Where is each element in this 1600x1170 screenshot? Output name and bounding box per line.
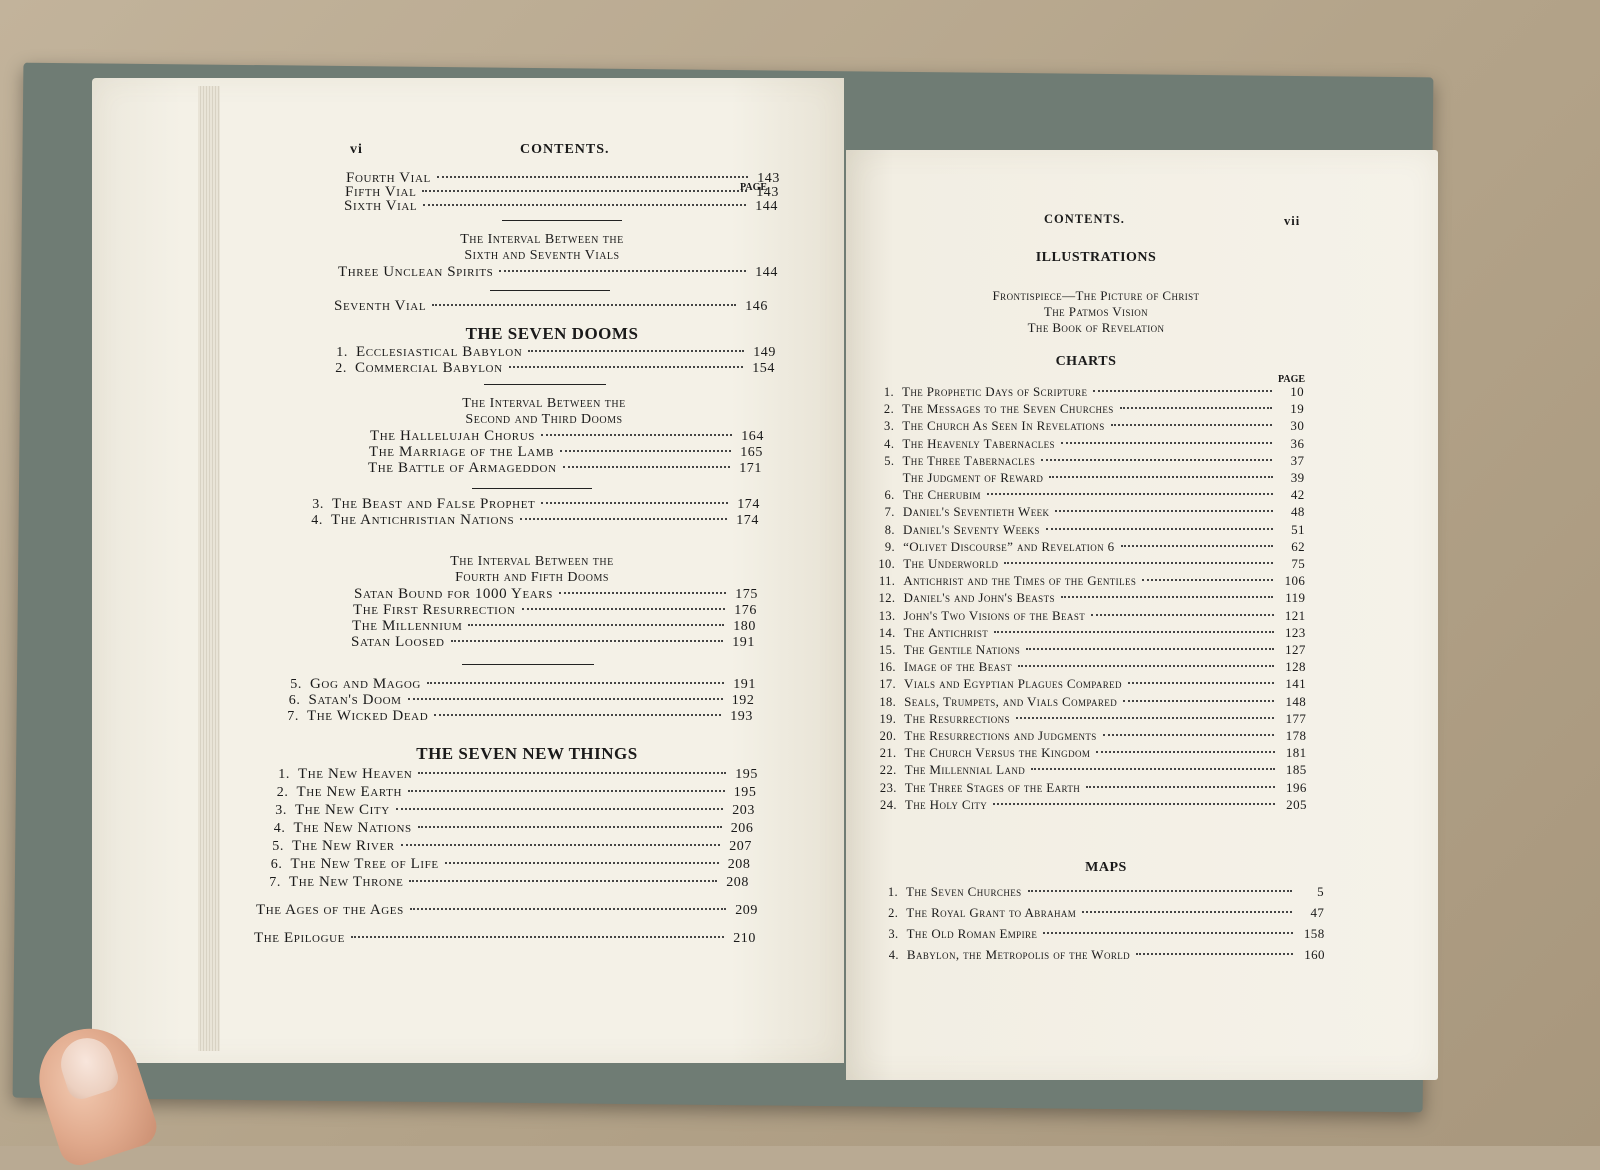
toc-entry-page: 210 <box>733 931 756 946</box>
leader-dots <box>468 624 724 626</box>
toc-entry-page: 123 <box>1284 624 1306 640</box>
toc-entry-number: 5. <box>290 677 302 692</box>
toc-entry-label: Seventh Vial <box>334 298 427 314</box>
toc-entry-number: 1. <box>883 385 894 399</box>
leader-dots <box>541 434 732 436</box>
toc-entry[interactable] <box>334 298 768 315</box>
toc-entry[interactable] <box>874 642 1306 658</box>
leader-dots <box>423 204 746 206</box>
toc-entry[interactable] <box>300 496 760 513</box>
toc-entry-label: The Antichrist <box>903 624 989 640</box>
toc-entry[interactable] <box>257 874 749 891</box>
toc-entry[interactable] <box>873 539 1305 555</box>
toc-entry-label: Satan Bound for 1000 Years <box>354 586 553 602</box>
toc-entry-page: 160 <box>1304 947 1325 962</box>
toc-entry[interactable] <box>875 797 1307 813</box>
section-heading-maps: MAPS <box>1085 860 1127 875</box>
toc-entry[interactable] <box>351 634 755 651</box>
leader-dots <box>1018 665 1274 667</box>
toc-entry-number: 22. <box>879 763 897 778</box>
toc-entry-page: 164 <box>741 429 764 444</box>
divider <box>462 664 594 665</box>
toc-entry[interactable] <box>259 856 751 873</box>
toc-entry-page: 19 <box>1290 401 1305 417</box>
toc-entry-page: 191 <box>733 677 756 692</box>
toc-entry-label: The First Resurrection <box>353 602 516 618</box>
divider <box>502 220 622 221</box>
toc-entry-label: The Epilogue <box>254 930 345 946</box>
leader-dots <box>418 772 726 774</box>
leader-dots <box>1093 390 1272 392</box>
toc-entry[interactable] <box>877 947 1325 963</box>
toc-entry-label: The Millennium <box>352 618 463 634</box>
right-folio: vii <box>1284 214 1301 228</box>
leader-dots <box>509 366 743 368</box>
toc-entry[interactable] <box>338 264 778 281</box>
toc-entry-page: 128 <box>1285 659 1306 675</box>
toc-entry-number: 19. <box>879 711 897 726</box>
toc-entry-number: 2. <box>276 785 289 800</box>
toc-entry-number: 1. <box>336 345 348 360</box>
leader-dots <box>1031 768 1274 770</box>
leader-dots <box>1103 734 1275 736</box>
left-page-label: PAGE <box>740 182 768 193</box>
toc-entry-page: 62 <box>1291 538 1306 554</box>
toc-entry-page: 171 <box>739 461 762 476</box>
toc-entry-label: Satan's Doom <box>308 692 402 708</box>
toc-entry-number: 15. <box>878 643 896 657</box>
toc-entry-label: Babylon, the Metropolis of the World <box>906 947 1131 962</box>
toc-entry-label: The New Nations <box>293 820 412 836</box>
toc-entry[interactable] <box>874 608 1306 624</box>
leader-dots <box>499 270 746 272</box>
toc-entry-number: 2. <box>335 361 347 376</box>
toc-entry-label: The Three Stages of the Earth <box>904 779 1081 795</box>
leader-dots <box>1111 424 1273 426</box>
toc-entry[interactable] <box>263 802 755 819</box>
toc-entry-page: 119 <box>1285 590 1306 606</box>
leader-dots <box>437 176 748 178</box>
toc-entry-page: 148 <box>1285 693 1307 709</box>
toc-entry[interactable] <box>872 401 1304 417</box>
toc-entry[interactable] <box>254 930 756 947</box>
right-page <box>846 150 1438 1080</box>
leader-dots <box>445 862 719 864</box>
toc-entry[interactable] <box>275 708 753 725</box>
leader-dots <box>560 450 731 452</box>
toc-entry[interactable] <box>876 905 1324 921</box>
toc-entry-label: The Underworld <box>903 556 999 571</box>
toc-entry-number: 9. <box>884 539 896 554</box>
leader-dots <box>563 466 730 468</box>
leader-dots <box>1055 510 1272 512</box>
toc-entry-number: 6. <box>884 488 895 503</box>
toc-entry-page: 144 <box>755 265 778 280</box>
toc-entry-label: The Antichristian Nations <box>331 512 515 528</box>
toc-entry[interactable] <box>873 590 1305 606</box>
toc-entry[interactable] <box>369 444 763 461</box>
leader-dots <box>520 518 727 520</box>
toc-entry-number: 10. <box>878 557 896 571</box>
toc-entry-page: 158 <box>1303 926 1325 941</box>
left-folio: vi <box>350 142 363 157</box>
toc-entry[interactable] <box>277 692 755 709</box>
section-heading-seven-dooms: THE SEVEN DOOMS <box>465 324 639 343</box>
toc-entry-number: 6. <box>288 693 301 708</box>
toc-entry-page: 178 <box>1285 728 1307 743</box>
toc-entry[interactable] <box>875 745 1307 761</box>
toc-entry-label: The Hallelujah Chorus <box>370 428 535 444</box>
toc-entry-label: The New Throne <box>289 874 404 890</box>
toc-entry-label: Daniel's Seventy Weeks <box>902 521 1040 537</box>
interval-heading-line2: Fourth and Fifth Dooms <box>455 570 609 585</box>
toc-entry-label: The Beast and False Prophet <box>332 496 536 512</box>
toc-entry-label: The Seven Churches <box>906 884 1022 899</box>
leader-dots <box>451 640 723 642</box>
toc-entry-page: 146 <box>745 299 768 314</box>
leader-dots <box>1121 545 1274 547</box>
toc-entry-page: 149 <box>753 345 776 360</box>
leader-dots <box>408 790 724 792</box>
leader-dots <box>408 698 723 700</box>
toc-entry-page: 143 <box>756 185 779 200</box>
divider <box>484 384 606 385</box>
toc-entry-page: 47 <box>1310 905 1325 920</box>
toc-entry[interactable] <box>875 762 1307 778</box>
toc-entry[interactable] <box>344 198 778 215</box>
toc-entry-page: 175 <box>735 587 758 602</box>
leader-dots <box>410 908 726 910</box>
toc-entry[interactable] <box>262 820 754 837</box>
toc-entry[interactable] <box>874 676 1306 692</box>
toc-entry-number: 1. <box>887 885 898 899</box>
leader-dots <box>1061 596 1274 598</box>
toc-entry[interactable] <box>876 884 1324 900</box>
leader-dots <box>1142 579 1273 581</box>
toc-entry-label: The Millennial Land <box>904 762 1026 778</box>
toc-entry[interactable] <box>278 676 756 693</box>
leader-dots <box>401 844 720 846</box>
toc-entry-page: 5 <box>1317 884 1324 899</box>
toc-entry[interactable] <box>265 784 757 801</box>
toc-entry-page: 177 <box>1285 710 1307 726</box>
toc-entry[interactable] <box>874 659 1306 675</box>
toc-entry-label: Daniel's Seventieth Week <box>902 504 1050 520</box>
toc-entry-page: 174 <box>736 513 759 528</box>
toc-entry-number: 23. <box>879 780 897 795</box>
toc-entry-label: Seals, Trumpets, and Vials Compared <box>904 693 1118 709</box>
toc-entry-label: The Marriage of the Lamb <box>369 444 555 460</box>
leader-dots <box>528 350 744 352</box>
toc-entry-label: The Heavenly Tabernacles <box>902 435 1055 451</box>
leader-dots <box>1123 700 1274 702</box>
toc-entry-page: 196 <box>1286 779 1307 795</box>
toc-entry-page: 48 <box>1291 504 1305 520</box>
leader-dots <box>1004 562 1273 564</box>
toc-entry[interactable] <box>874 711 1306 727</box>
toc-entry[interactable] <box>873 522 1305 538</box>
interval-heading-line2: Sixth and Seventh Vials <box>464 248 620 263</box>
leader-dots <box>1041 459 1272 461</box>
toc-entry-label: The Old Roman Empire <box>906 926 1038 941</box>
toc-entry[interactable] <box>873 470 1305 486</box>
toc-entry-number: 4. <box>273 821 286 836</box>
toc-entry[interactable] <box>299 512 759 529</box>
interval-heading-line2: Second and Third Dooms <box>465 412 623 427</box>
toc-entry-label: The New Tree of Life <box>290 856 439 872</box>
toc-entry-page: 174 <box>737 497 760 512</box>
illustration-entry[interactable]: The Book of Revelation <box>1027 320 1165 335</box>
leader-dots <box>522 608 726 610</box>
toc-entry-label: The Wicked Dead <box>307 708 429 724</box>
toc-entry[interactable] <box>872 384 1304 400</box>
toc-entry-page: 193 <box>730 709 753 724</box>
toc-entry-label: Commercial Babylon <box>355 360 503 376</box>
toc-entry-number: 18. <box>879 694 897 709</box>
toc-entry-label: Sixth Vial <box>344 198 418 214</box>
leader-dots <box>993 803 1275 805</box>
leader-dots <box>432 304 736 306</box>
toc-entry-label: Ecclesiastical Babylon <box>356 344 523 360</box>
toc-entry-page: 185 <box>1285 762 1307 778</box>
toc-entry[interactable] <box>874 694 1306 710</box>
toc-entry-page: 206 <box>730 821 754 836</box>
toc-entry[interactable] <box>872 453 1304 469</box>
toc-entry-page: 205 <box>1286 796 1307 812</box>
toc-entry-label: Fifth Vial <box>345 184 417 200</box>
leader-dots <box>1086 786 1275 788</box>
toc-entry-label: John's Two Visions of the Beast <box>903 607 1086 623</box>
toc-entry-label: The Resurrections <box>904 710 1010 726</box>
toc-entry[interactable] <box>873 487 1305 503</box>
section-heading-charts: CHARTS <box>1055 354 1117 369</box>
toc-entry-page: 127 <box>1285 642 1306 657</box>
toc-entry-page: 37 <box>1290 452 1305 468</box>
toc-entry-label: The New City <box>295 802 390 818</box>
toc-entry[interactable] <box>368 460 762 477</box>
toc-entry[interactable] <box>873 556 1305 572</box>
toc-entry-number: 3. <box>888 927 899 941</box>
leader-dots <box>422 190 747 192</box>
toc-entry-number: 4. <box>884 436 895 451</box>
leader-dots <box>396 808 723 810</box>
toc-entry-label: Image of the Beast <box>903 659 1012 675</box>
toc-entry-page: 180 <box>733 619 756 634</box>
leader-dots <box>434 714 721 716</box>
toc-entry-number: 16. <box>879 660 896 675</box>
toc-entry-page: 30 <box>1290 418 1305 434</box>
toc-entry-page: 208 <box>727 857 751 872</box>
leader-dots <box>427 682 724 684</box>
toc-entry-page: 144 <box>755 199 778 214</box>
toc-entry[interactable] <box>872 436 1304 452</box>
leader-dots <box>1136 953 1293 955</box>
toc-entry-label: The Battle of Armageddon <box>368 460 557 476</box>
toc-entry[interactable] <box>875 780 1307 796</box>
toc-entry-number: 13. <box>878 608 896 623</box>
toc-entry[interactable] <box>873 573 1305 589</box>
toc-entry-label: The Church Versus the Kingdom <box>904 745 1091 761</box>
toc-entry-label: Three Unclean Spirits <box>338 264 494 280</box>
toc-entry-page: 42 <box>1290 487 1305 503</box>
toc-entry-page: 208 <box>726 875 749 890</box>
toc-entry-label: Vials and Egyptian Plagues Compared <box>904 676 1122 692</box>
toc-entry-label: The New River <box>292 838 395 854</box>
toc-entry-label: “Olivet Discourse” and Revelation 6 <box>903 538 1115 554</box>
toc-entry-page: 51 <box>1291 521 1305 537</box>
toc-entry-page: 106 <box>1284 573 1306 589</box>
leader-dots <box>541 502 728 504</box>
toc-entry-number: 11. <box>878 574 896 589</box>
leader-dots <box>994 631 1274 633</box>
toc-entry-number: 14. <box>878 625 896 640</box>
leader-dots <box>559 592 726 594</box>
toc-entry-page: 181 <box>1285 745 1307 761</box>
toc-entry-page: 192 <box>731 693 755 708</box>
toc-entry-page: 203 <box>732 803 755 818</box>
toc-entry-number: 5. <box>272 839 284 854</box>
toc-entry[interactable] <box>873 504 1305 520</box>
leader-dots <box>987 493 1273 495</box>
toc-entry-page: 207 <box>729 839 752 854</box>
toc-entry-number: 1. <box>278 767 290 782</box>
toc-entry[interactable] <box>266 766 758 783</box>
toc-entry-number: 7. <box>269 875 281 890</box>
toc-entry-label: The Resurrections and Judgments <box>904 728 1097 743</box>
toc-entry-number: 3. <box>884 419 895 434</box>
leader-dots <box>1016 717 1274 719</box>
toc-entry-number: 4. <box>311 513 323 528</box>
leader-dots <box>1082 911 1292 913</box>
leader-dots <box>1061 442 1272 444</box>
leader-dots <box>409 880 717 882</box>
illustration-entry[interactable]: Frontispiece—The Picture of Christ <box>992 288 1200 303</box>
toc-entry-label: Antichrist and the Times of the Gentiles <box>903 573 1137 589</box>
toc-entry-page: 195 <box>735 767 758 782</box>
toc-entry[interactable] <box>353 602 757 619</box>
leader-dots <box>418 826 722 828</box>
toc-entry-label: Gog and Magog <box>310 676 421 692</box>
toc-entry[interactable] <box>874 625 1306 641</box>
toc-entry-page: 39 <box>1290 470 1305 485</box>
toc-entry[interactable] <box>352 618 756 635</box>
toc-entry-page: 165 <box>740 445 763 460</box>
toc-entry-number: 3. <box>275 803 287 818</box>
interval-heading-line1: The Interval Between the <box>460 232 624 247</box>
illustration-entry[interactable]: The Patmos Vision <box>1043 304 1149 319</box>
toc-entry[interactable] <box>260 838 752 855</box>
divider <box>490 290 610 291</box>
toc-entry[interactable] <box>874 728 1306 744</box>
toc-entry-page: 209 <box>735 903 758 918</box>
toc-entry[interactable] <box>370 428 764 445</box>
toc-entry-page: 176 <box>734 603 757 618</box>
toc-entry-number: 24. <box>880 797 897 812</box>
toc-entry[interactable] <box>877 926 1325 942</box>
toc-entry-number: 4. <box>888 948 899 962</box>
leader-dots <box>1043 932 1292 934</box>
toc-entry-number: 12. <box>878 591 896 606</box>
toc-entry-page: 141 <box>1285 676 1307 692</box>
page-edges <box>198 86 220 1051</box>
divider <box>472 488 592 489</box>
toc-entry-label: The Gentile Nations <box>903 642 1021 657</box>
leader-dots <box>1049 476 1272 478</box>
toc-entry-number: 7. <box>884 505 895 520</box>
toc-entry-page: 191 <box>732 635 755 650</box>
toc-entry-page: 121 <box>1284 607 1306 623</box>
toc-entry[interactable] <box>354 586 758 603</box>
toc-entry-number: 20. <box>879 729 897 743</box>
toc-entry-label: The New Earth <box>296 784 403 800</box>
toc-entry-number: 17. <box>879 677 897 692</box>
toc-entry-page: 143 <box>757 171 780 186</box>
toc-entry-label: The Church As Seen In Revelations <box>902 418 1105 434</box>
toc-entry[interactable] <box>872 418 1304 434</box>
left-running-head: CONTENTS. <box>520 142 610 157</box>
toc-entry-label: The Prophetic Days of Scripture <box>902 384 1088 399</box>
toc-entry[interactable] <box>323 360 775 377</box>
toc-entry-number: 2. <box>888 906 899 920</box>
toc-entry-number: 21. <box>879 746 897 761</box>
leader-dots <box>1128 682 1274 684</box>
leader-dots <box>1026 648 1274 650</box>
toc-entry-label: The Royal Grant to Abraham <box>906 905 1077 920</box>
toc-entry-page: 154 <box>752 361 775 376</box>
toc-entry-label: The Cherubim <box>902 487 981 503</box>
toc-entry-label: The Judgment of Reward <box>902 470 1044 485</box>
toc-entry-number: 8. <box>884 522 895 537</box>
toc-entry-page: 75 <box>1291 556 1306 571</box>
toc-entry-page: 10 <box>1290 384 1304 399</box>
toc-entry-label: The New Heaven <box>298 766 413 782</box>
toc-entry[interactable] <box>256 902 758 919</box>
toc-entry-number: 6. <box>270 857 283 872</box>
toc-entry-number: 2. <box>883 402 895 417</box>
section-heading-seven-new-things: THE SEVEN NEW THINGS <box>416 744 638 763</box>
toc-entry-label: The Three Tabernacles <box>902 452 1036 468</box>
leader-dots <box>1096 751 1274 753</box>
right-running-head: CONTENTS. <box>1044 212 1125 226</box>
toc-entry-label: Satan Loosed <box>351 634 445 650</box>
interval-heading-line1: The Interval Between the <box>450 554 614 569</box>
leader-dots <box>1046 528 1273 530</box>
toc-entry-number: 5. <box>884 453 895 468</box>
toc-entry-number: 7. <box>287 709 299 724</box>
toc-entry[interactable] <box>324 344 776 361</box>
leader-dots <box>1120 407 1272 409</box>
toc-entry-label: Fourth Vial <box>346 170 431 186</box>
section-heading-illustrations: ILLUSTRATIONS <box>1035 250 1157 265</box>
leader-dots <box>1091 614 1273 616</box>
interval-heading-line1: The Interval Between the <box>462 396 626 411</box>
toc-entry-label: Daniel's and John's Beasts <box>903 590 1055 606</box>
toc-entry-label: The Ages of the Ages <box>256 902 404 918</box>
leader-dots <box>1028 890 1292 892</box>
right-page-label: PAGE <box>1278 374 1306 385</box>
toc-entry-label: The Holy City <box>904 796 988 812</box>
toc-entry-page: 195 <box>733 785 757 800</box>
toc-entry-label: The Messages to the Seven Churches <box>902 401 1114 417</box>
leader-dots <box>351 936 724 938</box>
toc-entry-number: 3. <box>312 497 324 512</box>
toc-entry-page: 36 <box>1290 435 1305 451</box>
